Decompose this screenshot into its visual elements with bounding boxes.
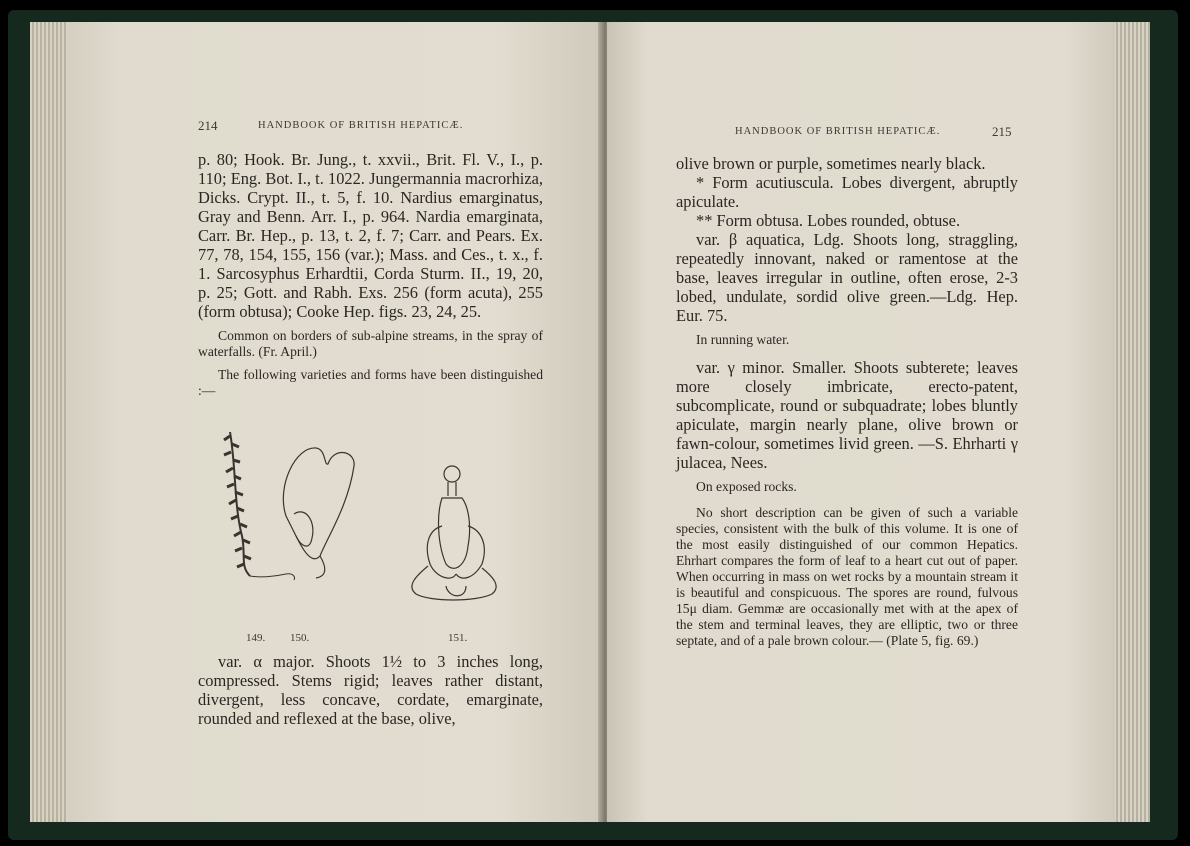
var-major-block — [198, 652, 543, 728]
var-aquatica-paragraph: var. β aquatica, Ldg. Shoots long, straggling, repeatedly innovant, naked or ramentose at the base, leaves irregular in outline, often erose, 2-3 lobed, undulate, sordid olive green.—Ldg. Hep. Eur. 75. — [676, 230, 1018, 325]
left-page-number: 214 — [198, 118, 218, 133]
figure-149-151 — [216, 426, 536, 616]
fig-151-perianth-drawing — [412, 466, 496, 600]
left-text-column — [198, 150, 543, 399]
right-running-head: HANDBOOK OF BRITISH HEPATICÆ. — [735, 126, 941, 137]
page-edges-right — [1110, 22, 1150, 822]
varieties-intro: The following varieties and forms have been distinguished :— — [198, 367, 543, 398]
habitat-paragraph: Common on borders of sub-alpine streams, in the spray of waterfalls. (Fr. April.) — [198, 328, 543, 359]
left-running-head: HANDBOOK OF BRITISH HEPATICÆ. — [258, 120, 464, 131]
fig-label-149: 149. — [246, 632, 266, 644]
var-major-paragraph: var. α major. Shoots 1½ to 3 inches long, compressed. Stems rigid; leaves rather distant, divergent, less concave, cordate, emarginate, rounded and reflexed at the base, olive, — [198, 652, 543, 728]
references-paragraph: p. 80; Hook. Br. Jung., t. xxvii., Brit. Fl. V., I., p. 110; Eng. Bot. I., t. 1022. Jungermannia macrorhiza, Dicks. Crypt. II., t. 5, f. 10. Nardius emarginatus, Gray and Benn. Arr. I., p. 964. Nardia emarginata, Carr. Br. Hep., p. 13, t. 2, f. 7; Carr. and Pears. Ex. 77, 78, 154, 155, 156 (var.); Mass. and Ces., t. x., f. 1. Sarcosyphus Erhardtii, Corda Sturm. II., 19, 20, p. 25; Gott. and Rabh. Exs. 256 (form acuta), 255 (form obtusa); Cooke Hep. figs. 23, 24, 25. — [198, 150, 543, 321]
page-edges-left — [30, 22, 70, 822]
right-page-number: 215 — [992, 124, 1012, 139]
fig-label-150: 150. — [290, 632, 310, 644]
species-note-paragraph: No short description can be given of such a variable species, consistent with the bulk of this volume. It is one of the most easily distinguished of our common Hepatics. Ehrhart compares the form of leaf to a heart cut out of paper. When occurring in mass on wet rocks by a mountain stream it is beautiful and conspicuous. The spores are round, fulvous 15μ diam. Gemmæ are occasionally met with at the apex of the stem and terminal leaves, they are elliptic, two or three septate, and of a pale brown colour.— (Plate 5, fig. 69.) — [676, 505, 1018, 648]
aquatica-habitat: In running water. — [696, 332, 790, 347]
fig-150-leaf-drawing — [283, 448, 354, 578]
var-minor-paragraph: var. γ minor. Smaller. Shoots subterete; leaves more closely imbricate, erecto-patent, subcomplicate, round or subquadrate; lobes bluntly apiculate, margin nearly plane, olive brown or fawn-colour, sometimes livid green. —S. Ehrharti γ julacea, Nees. — [676, 358, 1018, 472]
continuation-paragraph: olive brown or purple, sometimes nearly black. — [676, 154, 986, 173]
fig-label-151: 151. — [448, 632, 468, 644]
form-acutiuscula-paragraph: * Form acutiuscula. Lobes divergent, abruptly apiculate. — [676, 173, 1018, 211]
form-obtusa-paragraph: ** Form obtusa. Lobes rounded, obtuse. — [696, 211, 961, 230]
right-text-column — [676, 154, 1018, 649]
minor-habitat: On exposed rocks. — [696, 479, 797, 494]
